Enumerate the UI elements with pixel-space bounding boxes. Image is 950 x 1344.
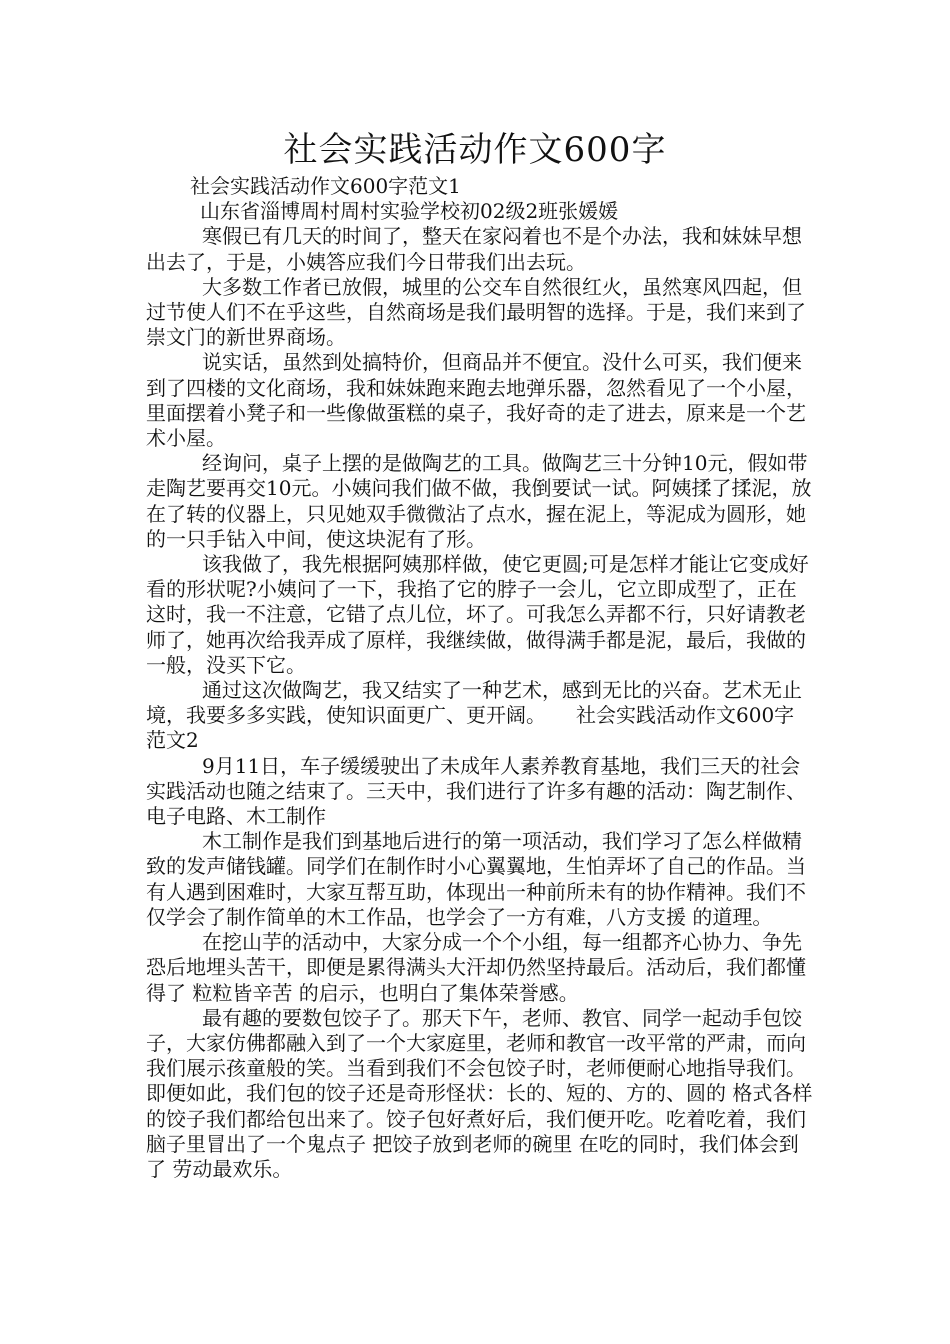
paragraph: 在挖山芋的活动中，大家分成一个个小组，每一组都齐心协力、争先恐后地埋头苦干，即便是累得满头大汗却仍然坚持最后。活动后，我们都懂得了 粒粒皆辛苦 的启示，也明白了集体荣誉感。 xyxy=(146,930,806,1005)
paragraph: 通过这次做陶艺，我又结实了一种艺术，感到无比的兴奋。艺术无止境，我要多多实践，使知识面更广、更开阔。 社会实践活动作文600字范文2 xyxy=(146,678,802,753)
paragraph: 大多数工作者已放假，城里的公交车自然很红火，虽然寒风四起，但过节使人们不在乎这些，自然商场是我们最明智的选择。于是，我们来到了崇文门的新世界商场。 xyxy=(146,274,806,350)
paragraph: 该我做了，我先根据阿姨那样做，使它更圆;可是怎样才能让它变成好看的形状呢?小姨问了一下，我掐了它的脖子一会儿，它立即成型了，正在这时，我一不注意，它错了点儿位，坏了。可我怎么弄都不行，只好请教老师了，她再次给我弄成了原样，我继续做，做得满手都是泥，最后，我做的一般，没买下它。 xyxy=(146,552,809,677)
section-subtitle: 社会实践活动作文600字范文1 xyxy=(190,174,461,198)
paragraph: 经询问，桌子上摆的是做陶艺的工具。做陶艺三十分钟10元，假如带走陶艺要再交10元。小姨问我们做不做，我倒要试一试。阿姨揉了揉泥，放在了转的仪器上，只见她双手微微沾了点水，握在泥上，等泥成为圆形，她的一只手钻入中间，使这块泥有了形。 xyxy=(146,451,812,551)
author-line: 山东省淄博周村周村实验学校初02级2班张媛媛 xyxy=(200,199,619,224)
document-body xyxy=(146,174,814,1182)
paragraph: 寒假已有几天的时间了，整天在家闷着也不是个办法，我和妹妹早想出去了，于是，小姨答应我们今日带我们出去玩。 xyxy=(146,224,802,274)
document-title: 社会实践活动作文600字 xyxy=(283,130,667,170)
paragraph: 说实话，虽然到处搞特价，但商品并不便宜。没什么可买，我们便来到了四楼的文化商场，我和妹妹跑来跑去地弹乐器，忽然看见了一个小屋，里面摆着小凳子和一些像做蛋糕的桌子，我好奇的走了进去，原来是一个艺术小屋。 xyxy=(146,350,806,451)
paragraph: 最有趣的要数包饺子了。那天下午，老师、教官、同学一起动手包饺子，大家仿佛都融入到了一个大家庭里，老师和教官一改平常的严肃，而向我们展示孩童般的笑。当看到我们不会包饺子时，老师便耐心地指导我们。即便如此，我们包的饺子还是奇形怪状：长的、短的、方的、圆的 格式各样的饺子我们都给包出来了。饺子包好煮好后，我们便开吃。吃着吃着，我们脑子里冒出了一个鬼点子 把饺子放到老师的碗里 在吃的同时，我们体会到了 劳动最欢乐。 xyxy=(146,1005,813,1181)
paragraph: 木工制作是我们到基地后进行的第一项活动，我们学习了怎么样做精致的发声储钱罐。同学们在制作时小心翼翼地，生怕弄坏了自己的作品。当有人遇到困难时，大家互帮互助，体现出一种前所未有的协作精神。我们不仅学会了制作简单的木工作品，也学会了一方有难，八方支援 的道理。 xyxy=(146,829,806,929)
paragraph: 9月11日，车子缓缓驶出了未成年人素养教育基地，我们三天的社会实践活动也随之结束了。三天中，我们进行了许多有趣的活动：陶艺制作、电子电路、木工制作 xyxy=(146,753,806,829)
